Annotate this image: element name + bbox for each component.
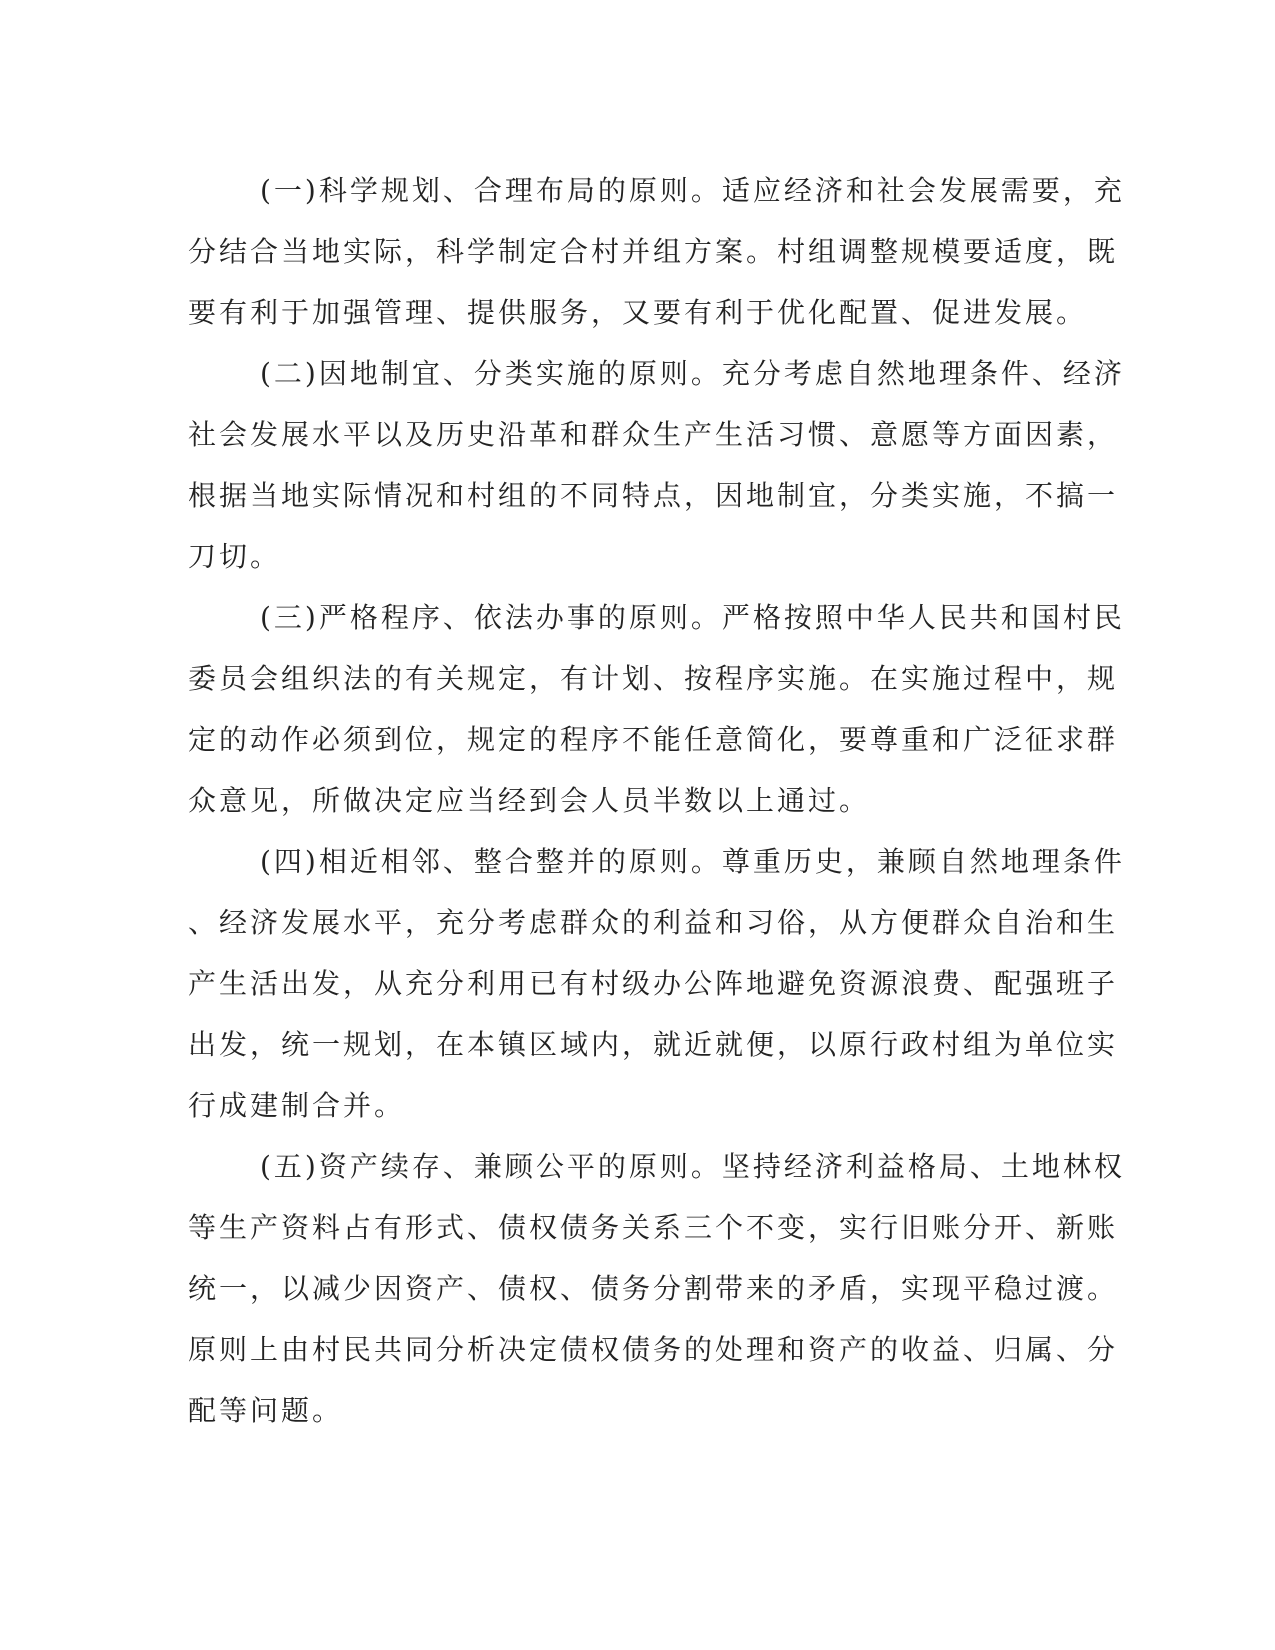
paragraph-line: 委员会组织法的有关规定，有计划、按程序实施。在实施过程中，规 bbox=[188, 662, 1119, 695]
paragraph-line: 、经济发展水平，充分考虑群众的利益和习俗，从方便群众自治和生 bbox=[188, 906, 1119, 939]
paragraph-line: 要有利于加强管理、提供服务，又要有利于优化配置、促进发展。 bbox=[188, 296, 1088, 329]
paragraph-line: 行成建制合并。 bbox=[188, 1089, 406, 1122]
paragraph-line: 出发，统一规划，在本镇区域内，就近就便，以原行政村组为单位实 bbox=[188, 1028, 1119, 1061]
paragraph-line: 定的动作必须到位，规定的程序不能任意简化，要尊重和广泛征求群 bbox=[188, 723, 1119, 756]
paragraph-line: 原则上由村民共同分析决定债权债务的处理和资产的收益、归属、分 bbox=[188, 1333, 1119, 1366]
paragraph-line: (二)因地制宜、分类实施的原则。充分考虑自然地理条件、经济 bbox=[260, 357, 1125, 390]
paragraph-line: (五)资产续存、兼顾公平的原则。坚持经济利益格局、土地林权 bbox=[260, 1150, 1125, 1183]
paragraph-line: (三)严格程序、依法办事的原则。严格按照中华人民共和国村民 bbox=[260, 601, 1125, 634]
paragraph-line: 产生活出发，从充分利用已有村级办公阵地避免资源浪费、配强班子 bbox=[188, 967, 1119, 1000]
paragraph-line: (一)科学规划、合理布局的原则。适应经济和社会发展需要，充 bbox=[260, 174, 1125, 207]
paragraph-principle-1 bbox=[188, 160, 1125, 343]
paragraph-principle-2 bbox=[188, 343, 1125, 587]
paragraph-line: 分结合当地实际，科学制定合村并组方案。村组调整规模要适度，既 bbox=[188, 235, 1119, 268]
paragraph-line: (四)相近相邻、整合整并的原则。尊重历史，兼顾自然地理条件 bbox=[260, 845, 1125, 878]
document-body bbox=[188, 160, 1125, 1441]
paragraph-line: 统一，以减少因资产、债权、债务分割带来的矛盾，实现平稳过渡。 bbox=[188, 1272, 1119, 1305]
paragraph-line: 社会发展水平以及历史沿革和群众生产生活习惯、意愿等方面因素， bbox=[188, 418, 1119, 451]
paragraph-line: 配等问题。 bbox=[188, 1394, 344, 1427]
paragraph-line: 众意见，所做决定应当经到会人员半数以上通过。 bbox=[188, 784, 871, 817]
paragraph-principle-4 bbox=[188, 831, 1125, 1136]
paragraph-principle-3 bbox=[188, 587, 1125, 831]
paragraph-line: 刀切。 bbox=[188, 540, 282, 573]
paragraph-line: 根据当地实际情况和村组的不同特点，因地制宜，分类实施，不搞一 bbox=[188, 479, 1119, 512]
paragraph-line: 等生产资料占有形式、债权债务关系三个不变，实行旧账分开、新账 bbox=[188, 1211, 1119, 1244]
paragraph-principle-5 bbox=[188, 1136, 1125, 1441]
